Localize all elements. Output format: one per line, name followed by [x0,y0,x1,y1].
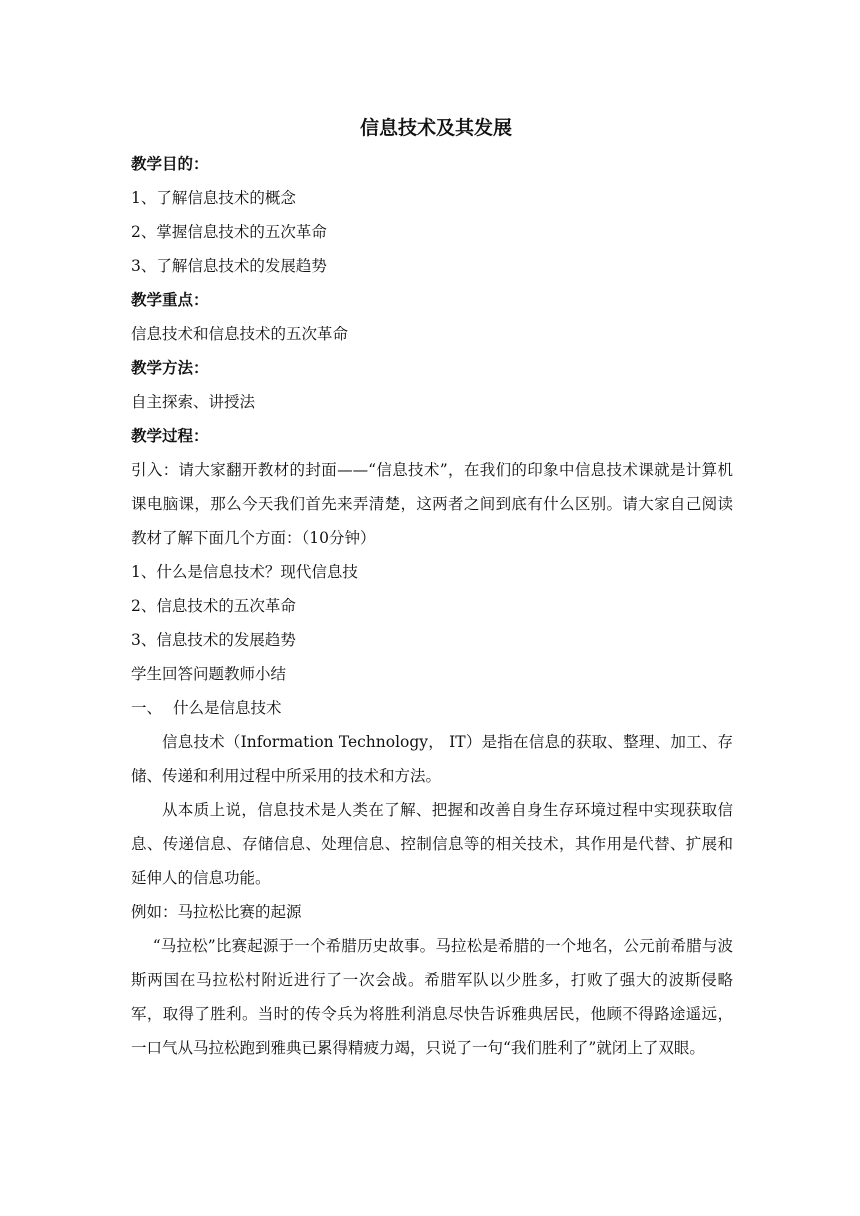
document-body [131,113,733,1065]
question-item-1: 1、什么是信息技术？现代信息技 [131,563,358,581]
example-line: 例如：马拉松比赛的起源 [131,903,302,921]
summary-line: 学生回答问题教师小结 [131,665,287,683]
section-heading-1 [131,691,733,725]
objective-item-3: 3、了解信息技术的发展趋势 [131,257,327,275]
method-text: 自主探索、讲授法 [131,393,256,411]
objective-item-2: 2、掌握信息技术的五次革命 [131,223,327,241]
definition-paragraph: 信息技术（Information Technology， IT）是指在信息的获取、整理、加工、存储、传递和利用过程中所采用的技术和方法。 [131,733,733,785]
story-paragraph: “马拉松”比赛起源于一个希腊历史故事。马拉松是希腊的一个地名，公元前希腊与波斯两国在马拉松村附近进行了一次会战。希腊军队以少胜多，打败了强大的波斯侵略军，取得了胜利。当时的传令兵为将胜利消息尽快告诉雅典居民，他顾不得路途遥远，一口气从马拉松跑到雅典已累得精疲力竭，只说了一句“我们胜利了”就闭上了双眼。 [131,937,733,1057]
focus-text: 信息技术和信息技术的五次革命 [131,325,349,343]
section-number: 一、 [131,699,163,717]
intro-paragraph: 引入：请大家翻开教材的封面——“信息技术”，在我们的印象中信息技术课就是计算机课电脑课，那么今天我们首先来弄清楚，这两者之间到底有什么区别。请大家自己阅读教材了解下面几个方面：（10分钟） [131,461,733,547]
essence-paragraph: 从本质上说，信息技术是人类在了解、把握和改善自身生存环境过程中实现获取信息、传递信息、存储信息、处理信息、控制信息等的相关技术，其作用是代替、扩展和延伸人的信息功能。 [131,801,733,887]
document-title: 信息技术及其发展 [359,117,512,139]
focus-heading: 教学重点： [131,290,209,309]
method-heading: 教学方法： [131,358,209,377]
objective-item-1: 1、了解信息技术的概念 [131,189,296,207]
question-item-3: 3、信息技术的发展趋势 [131,631,296,649]
objectives-heading: 教学目的： [131,154,209,173]
section-title: 什么是信息技术 [173,699,282,717]
process-heading: 教学过程： [131,426,209,445]
question-item-2: 2、信息技术的五次革命 [131,597,296,615]
